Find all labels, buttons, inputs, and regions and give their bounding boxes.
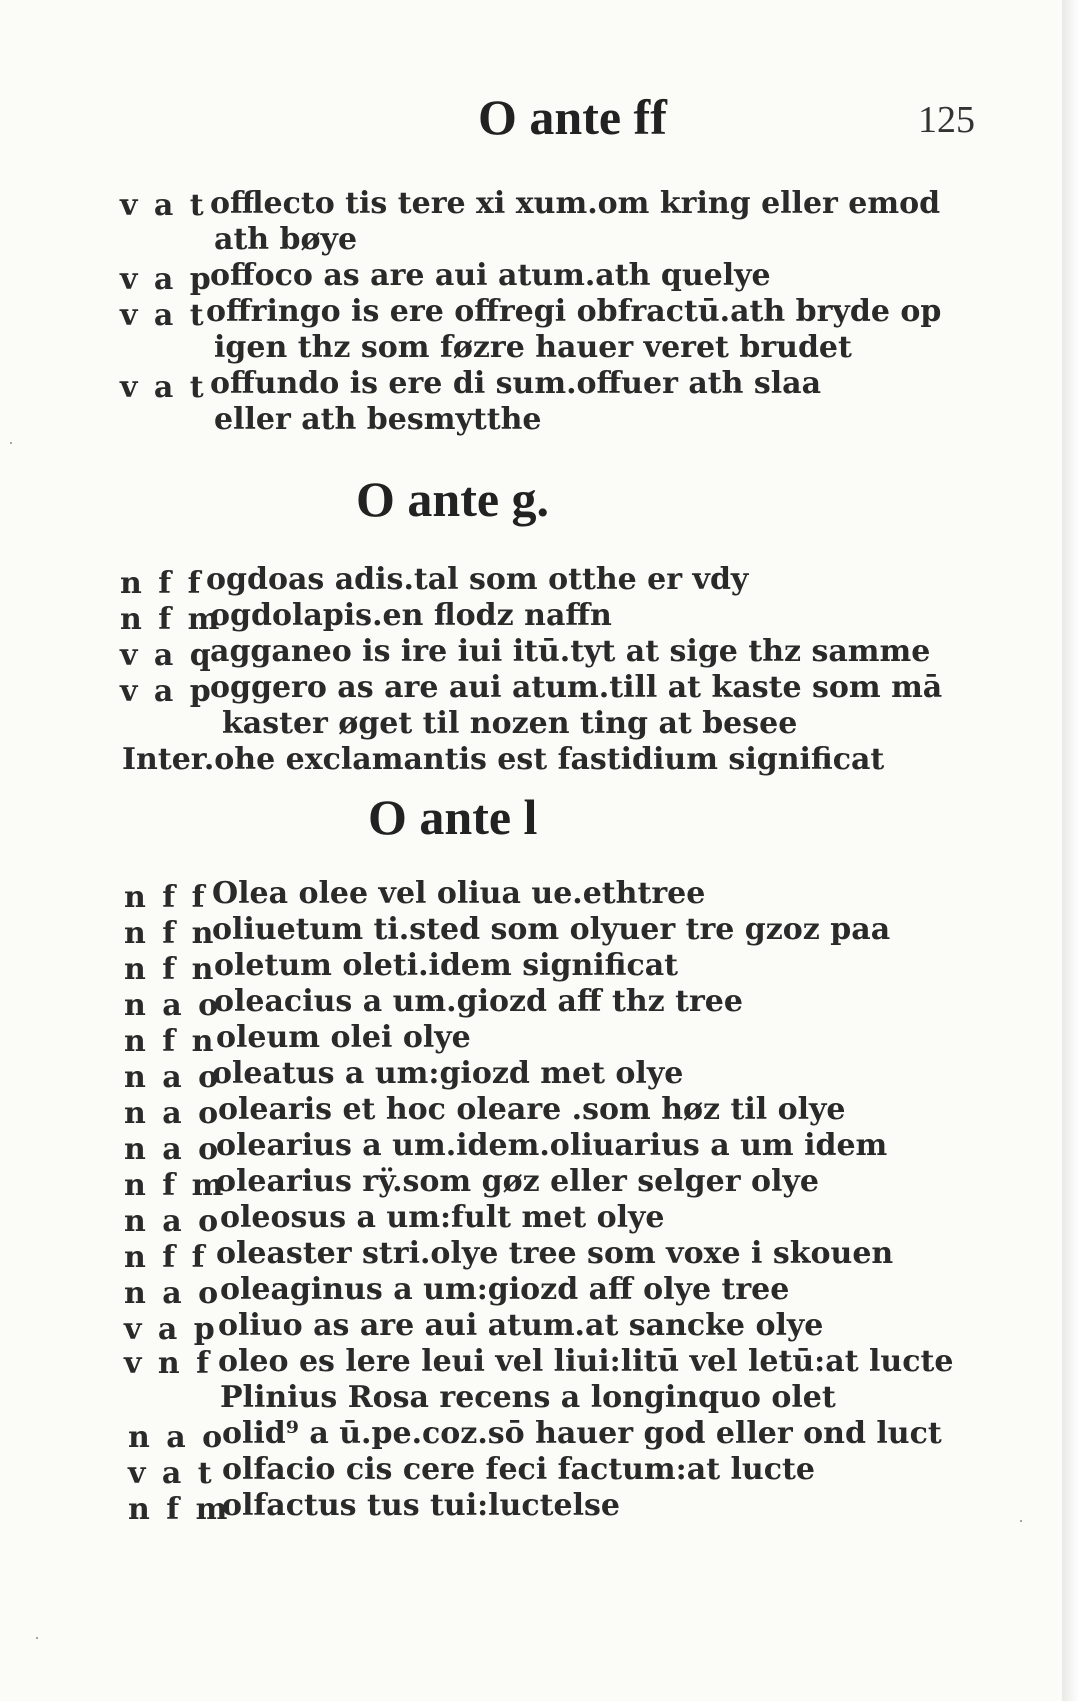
entry-code: n a o bbox=[124, 1060, 222, 1095]
entry-code: v a t bbox=[120, 370, 207, 405]
entry-code: v a t bbox=[128, 1456, 215, 1491]
entry-code: v a t bbox=[120, 188, 207, 223]
entry-code: n f f bbox=[124, 880, 208, 915]
entry-code: n a o bbox=[124, 1096, 222, 1131]
entry-text: oleo es lere leui vel liui:litū vel letū:at lucte bbox=[218, 1344, 954, 1379]
section-heading: O ante ff bbox=[478, 89, 667, 145]
entry-text: ath bøye bbox=[214, 222, 358, 257]
paper-speck bbox=[36, 1637, 38, 1639]
paper-speck bbox=[10, 442, 12, 444]
entry-text: oletum oleti.idem significat bbox=[214, 948, 679, 983]
entry-code: v n f bbox=[124, 1346, 213, 1381]
entry-code: n f f bbox=[120, 566, 204, 601]
entry-text: Inter.ohe exclamantis est fastidium significat bbox=[122, 742, 885, 777]
entry-text: oleosus a um:fult met olye bbox=[220, 1200, 665, 1235]
entry-code: n a o bbox=[128, 1420, 226, 1455]
entry-text: olid⁹ a ū.pe.coz.sō hauer god eller ond luct bbox=[222, 1416, 942, 1451]
entry-text: Olea olee vel oliua ue.ethtree bbox=[212, 876, 706, 911]
page-number: 125 bbox=[918, 99, 975, 141]
entry-code: n f m bbox=[124, 1168, 227, 1203]
page-edge-shadow bbox=[1062, 0, 1091, 1701]
entry-text: igen thz som føzre hauer veret brudet bbox=[214, 330, 852, 365]
entry-text: offlecto tis tere xi xum.om kring eller emod bbox=[210, 186, 941, 221]
entry-text: oleatus a um:giozd met olye bbox=[212, 1056, 684, 1091]
paper-speck bbox=[1020, 1520, 1022, 1522]
entry-code: n f n bbox=[124, 916, 217, 951]
entry-text: eller ath besmytthe bbox=[214, 402, 542, 437]
entry-text: oggero as are aui atum.till at kaste som mā bbox=[210, 670, 943, 705]
entry-code: n f n bbox=[124, 1024, 217, 1059]
entry-text: oleaster stri.olye tree som voxe i skouen bbox=[216, 1236, 894, 1271]
entry-text: olearis et hoc oleare .som høz til olye bbox=[218, 1092, 846, 1127]
entry-text: Plinius Rosa recens a longinquo olet bbox=[220, 1380, 836, 1415]
entry-code: n a o bbox=[124, 1204, 222, 1239]
entry-code: v a q bbox=[120, 638, 214, 673]
entry-text: oleaginus a um:giozd aff olye tree bbox=[220, 1272, 790, 1307]
entry-text: ogdoas adis.tal som otthe er vdy bbox=[206, 562, 749, 597]
entry-text: agganeo is ire iui itū.tyt at sige thz samme bbox=[210, 634, 931, 669]
entry-text: olearius a um.idem.oliuarius a um idem bbox=[216, 1128, 888, 1163]
entry-code: n a o bbox=[124, 988, 222, 1023]
entry-text: oliuo as are aui atum.at sancke olye bbox=[218, 1308, 824, 1343]
entry-text: offringo is ere offregi obfractū.ath bryde op bbox=[206, 294, 942, 329]
entry-code: v a p bbox=[124, 1312, 218, 1347]
entry-code: n a o bbox=[124, 1276, 222, 1311]
entry-code: n f f bbox=[124, 1240, 208, 1275]
entry-code: v a t bbox=[120, 298, 207, 333]
entry-code: n f n bbox=[124, 952, 217, 987]
entry-text: olfactus tus tui:luctelse bbox=[222, 1488, 620, 1523]
entry-code: v a p bbox=[120, 674, 214, 709]
entry-text: ogdolapis.en flodz naffn bbox=[210, 598, 612, 633]
entry-text: oleum olei olye bbox=[216, 1020, 471, 1055]
section-heading: O ante l bbox=[368, 789, 538, 845]
section-heading: O ante g. bbox=[356, 471, 550, 527]
entry-code: n a o bbox=[124, 1132, 222, 1167]
entry-code: v a p bbox=[120, 262, 214, 297]
entry-code: n f m bbox=[128, 1492, 231, 1527]
entry-text: kaster øget til nozen ting at besee bbox=[222, 706, 798, 741]
entry-text: olearius rÿ.som gøz eller selger olye bbox=[216, 1164, 819, 1199]
entry-text: offoco as are aui atum.ath quelye bbox=[210, 258, 771, 293]
entry-text: oliuetum ti.sted som olyuer tre gzoz paa bbox=[212, 912, 891, 947]
entry-text: oleacius a um.giozd aff thz tree bbox=[214, 984, 743, 1019]
entry-code: n f m bbox=[120, 602, 223, 637]
entry-text: offundo is ere di sum.offuer ath slaa bbox=[210, 366, 822, 401]
entry-text: olfacio cis cere feci factum:at lucte bbox=[222, 1452, 815, 1487]
